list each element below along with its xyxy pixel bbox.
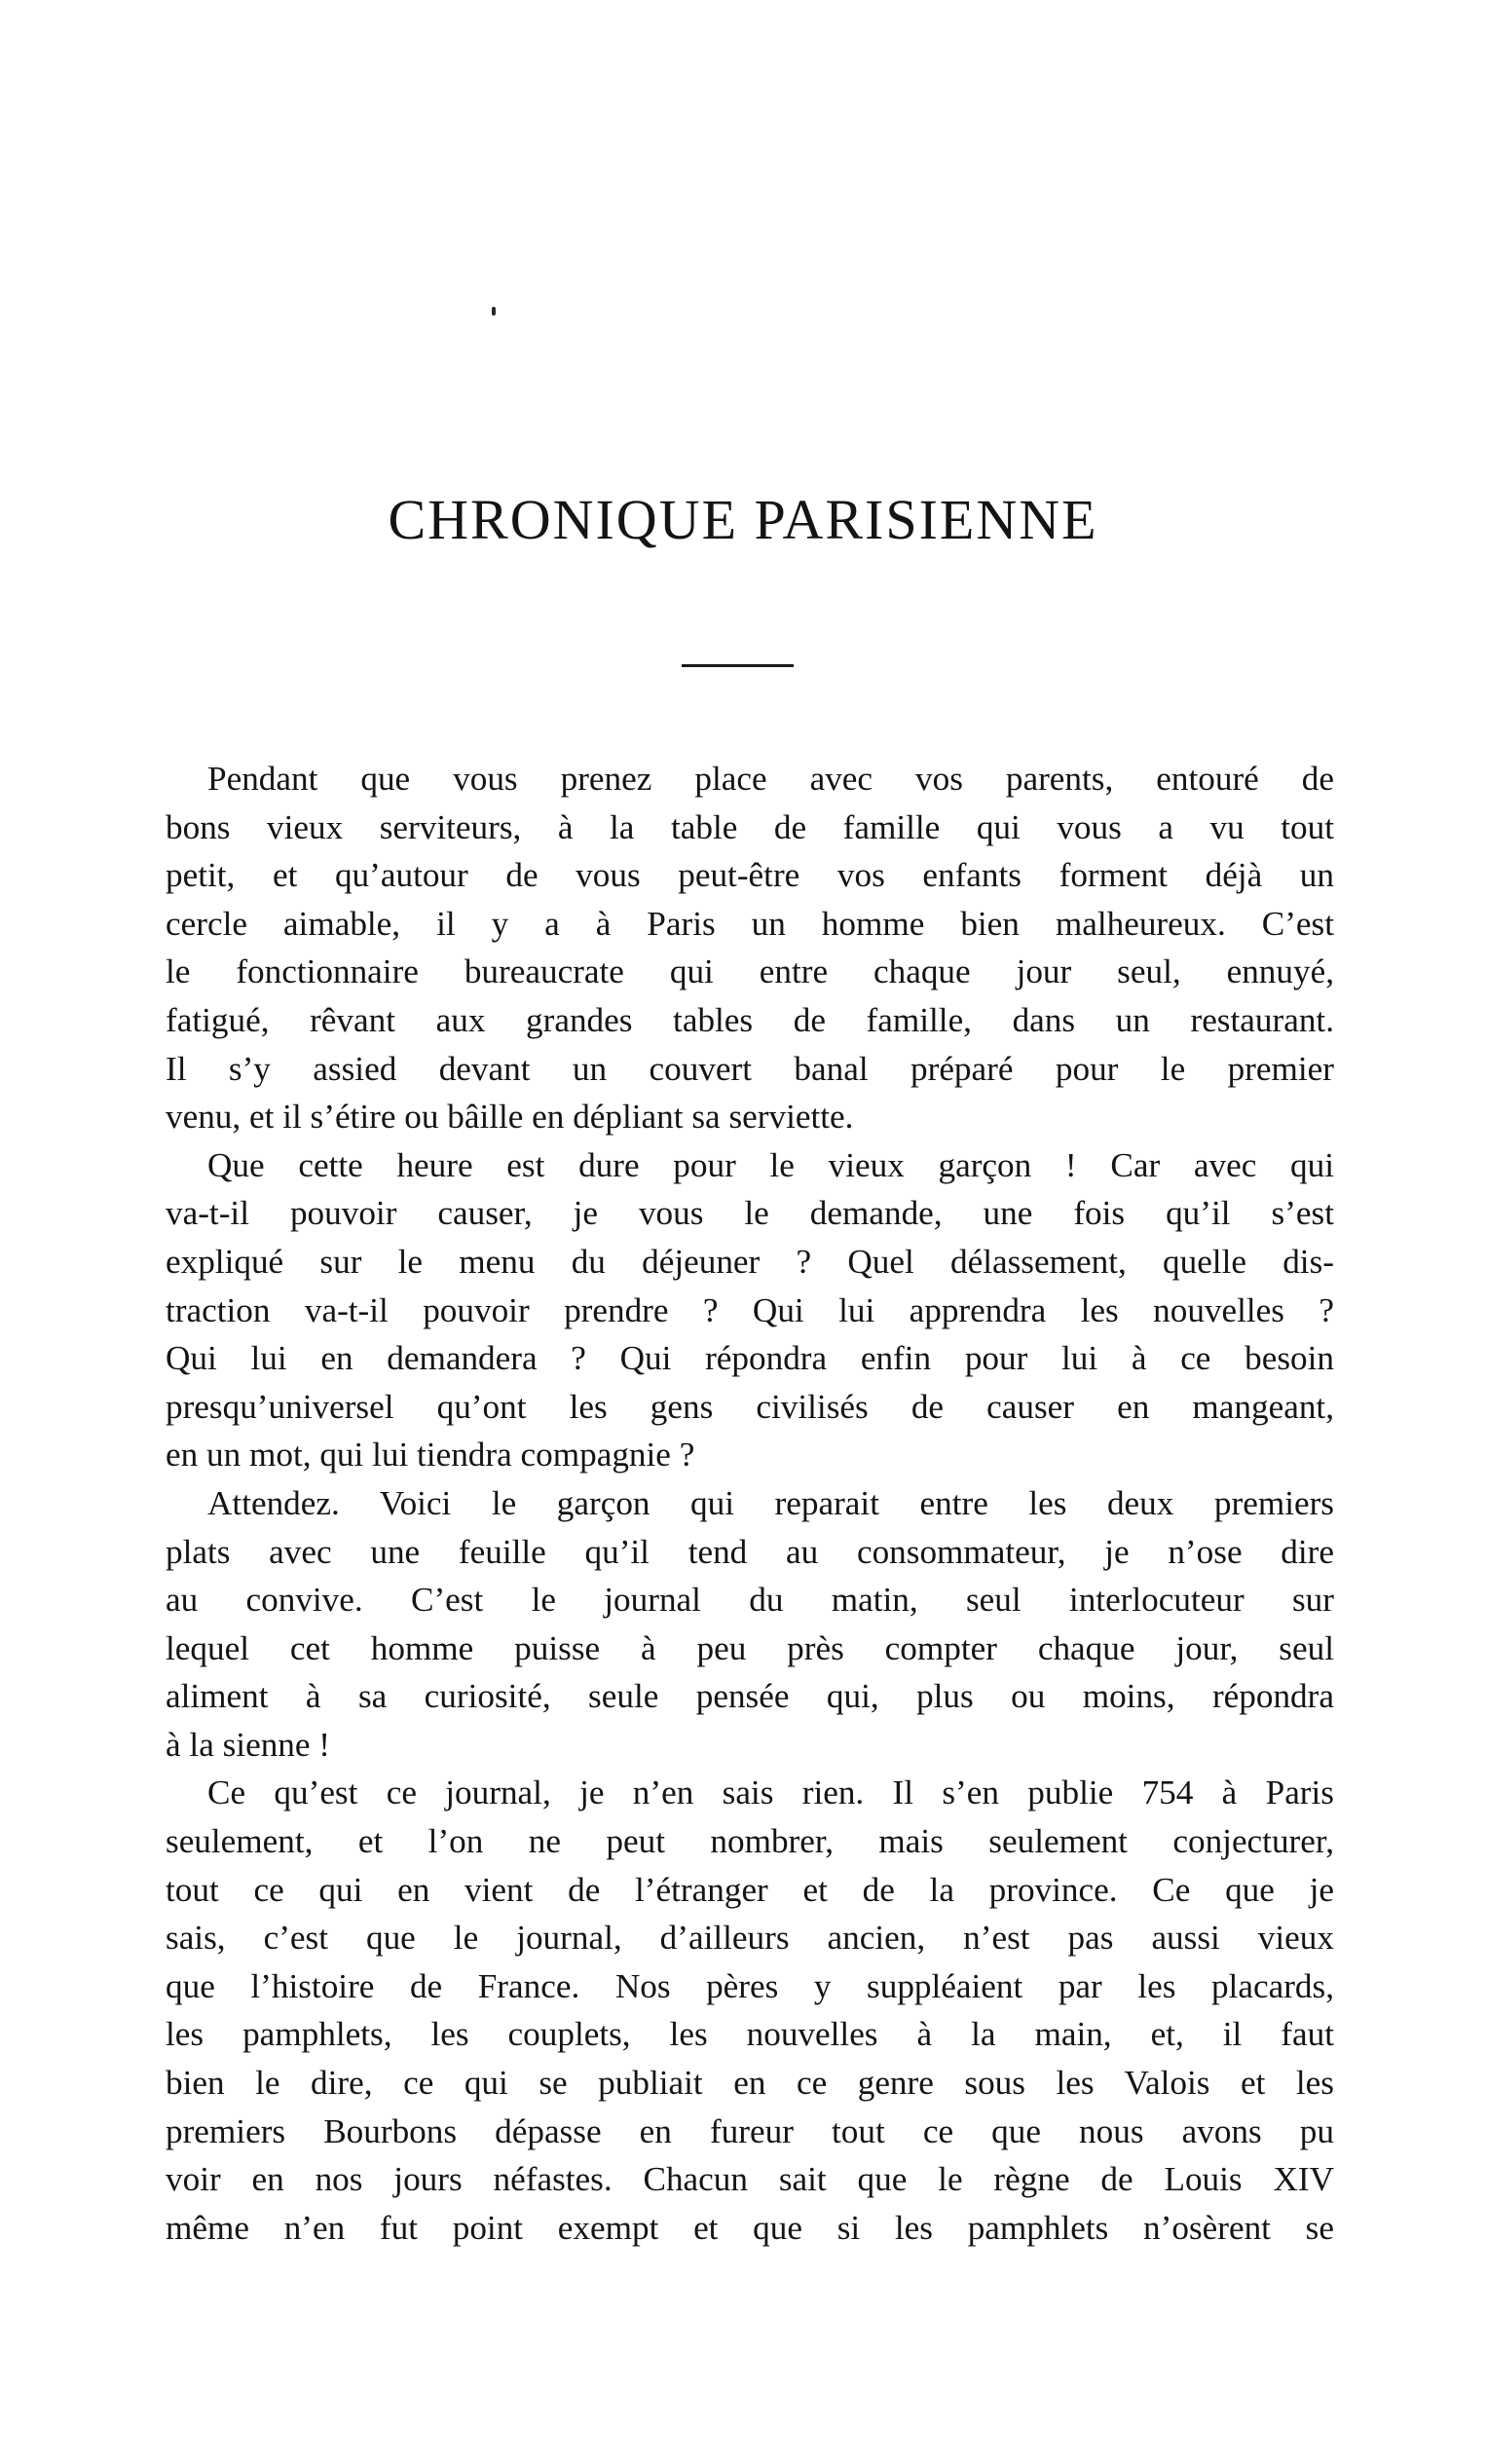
text-line: les pamphlets, les couplets, les nouvelles à la main, et, il faut bbox=[166, 2015, 1334, 2054]
text-line: en un mot, qui lui tiendra compagnie ? bbox=[166, 1436, 695, 1475]
text-line: que l’histoire de France. Nos pères y suppléaient par les placards, bbox=[166, 1966, 1334, 2005]
text-line: bien le dire, ce qui se publiait en ce genre sous les Valois et les bbox=[166, 2064, 1334, 2103]
text-line: plats avec une feuille qu’il tend au consommateur, je n’ose dire bbox=[166, 1532, 1334, 1571]
text-line: Attendez. Voici le garçon qui reparait entre les deux premiers bbox=[207, 1483, 1334, 1522]
ink-speck bbox=[492, 307, 496, 316]
text-line: premiers Bourbons dépasse en fureur tout ce que nous avons pu bbox=[166, 2111, 1334, 2150]
title-rule bbox=[682, 664, 794, 667]
text-line: fatigué, rêvant aux grandes tables de famille, dans un restaurant. bbox=[166, 1000, 1334, 1039]
text-line: va-t-il pouvoir causer, je vous le demande, une fois qu’il s’est bbox=[166, 1194, 1334, 1233]
text-line: à la sienne ! bbox=[166, 1725, 331, 1764]
text-line: tout ce qui en vient de l’étranger et de la province. Ce que je bbox=[166, 1870, 1334, 1909]
text-line: voir en nos jours néfastes. Chacun sait que le règne de Louis XIV bbox=[166, 2160, 1334, 2199]
text-line: Pendant que vous prenez place avec vos parents, entouré de bbox=[207, 760, 1334, 798]
text-line: aliment à sa curiosité, seule pensée qui, plus ou moins, répondra bbox=[166, 1677, 1334, 1716]
text-line: le fonctionnaire bureaucrate qui entre chaque jour seul, ennuyé, bbox=[166, 952, 1334, 991]
text-line: Qui lui en demandera ? Qui répondra enfin pour lui à ce besoin bbox=[166, 1339, 1334, 1378]
text-line: Ce qu’est ce journal, je n’en sais rien. Il s’en publie 754 à Paris bbox=[207, 1773, 1334, 1812]
text-line: seulement, et l’on ne peut nombrer, mais seulement conjecturer, bbox=[166, 1822, 1334, 1861]
text-line: bons vieux serviteurs, à la table de famille qui vous a vu tout bbox=[166, 807, 1334, 846]
text-line: au convive. C’est le journal du matin, seul interlocuteur sur bbox=[166, 1581, 1334, 1620]
text-line: Que cette heure est dure pour le vieux garçon ! Car avec qui bbox=[207, 1145, 1334, 1184]
text-line: petit, et qu’autour de vous peut-être vos enfants forment déjà un bbox=[166, 856, 1334, 895]
text-line: cercle aimable, il y a à Paris un homme bien malheureux. C’est bbox=[166, 904, 1334, 943]
text-line: sais, c’est que le journal, d’ailleurs ancien, n’est pas aussi vieux bbox=[166, 1919, 1334, 1958]
text-line: Il s’y assied devant un couvert banal préparé pour le premier bbox=[166, 1049, 1334, 1088]
text-line: venu, et il s’étire ou bâille en dépliant sa serviette. bbox=[166, 1098, 854, 1137]
text-line: même n’en fut point exempt et que si les pamphlets n’osèrent se bbox=[166, 2208, 1334, 2247]
text-line: lequel cet homme puisse à peu près compter chaque jour, seul bbox=[166, 1628, 1334, 1667]
chapter-title: CHRONIQUE PARISIENNE bbox=[388, 488, 1098, 551]
text-line: traction va-t-il pouvoir prendre ? Qui lui apprendra les nouvelles ? bbox=[166, 1290, 1334, 1329]
text-line: expliqué sur le menu du déjeuner ? Quel délassement, quelle dis- bbox=[166, 1242, 1334, 1281]
text-line: presqu’universel qu’ont les gens civilisés de causer en mangeant, bbox=[166, 1387, 1334, 1426]
chapter-body bbox=[166, 755, 1334, 2252]
